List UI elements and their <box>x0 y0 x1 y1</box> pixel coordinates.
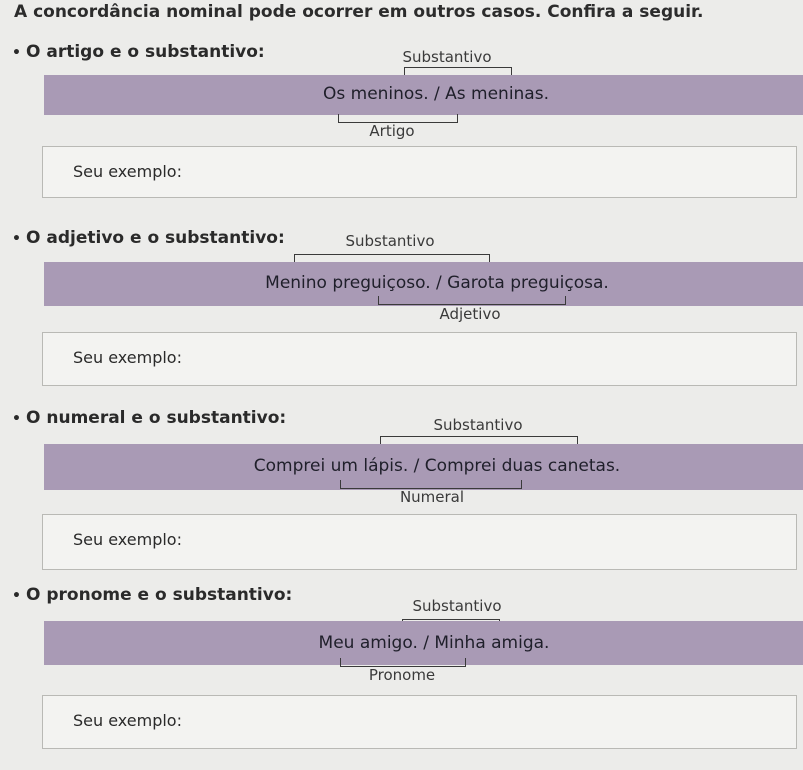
section-title-row <box>12 42 265 62</box>
section-pronome <box>0 585 803 770</box>
section-title: O pronome e o substantivo: <box>26 585 293 605</box>
section-title: O numeral e o substantivo: <box>26 408 287 428</box>
answer-label: Seu exemplo: <box>73 162 182 181</box>
label-substantivo: Substantivo <box>412 597 502 615</box>
example-text: Menino preguiçoso. / Garota preguiçosa. <box>265 273 609 293</box>
answer-box[interactable] <box>42 514 797 570</box>
label-substantivo: Substantivo <box>345 232 435 250</box>
label-substantivo: Substantivo <box>402 48 492 66</box>
bullet-icon: • <box>12 45 21 61</box>
example-text: Comprei um lápis. / Comprei duas canetas. <box>253 456 621 476</box>
section-title-row <box>12 228 285 248</box>
section-title: O artigo e o substantivo: <box>26 42 265 62</box>
label-numeral: Numeral <box>399 488 465 506</box>
answer-box[interactable] <box>42 146 797 198</box>
section-title-row <box>12 585 292 605</box>
section-artigo <box>0 42 803 227</box>
answer-label: Seu exemplo: <box>73 348 182 367</box>
page-heading: A concordância nominal pode ocorrer em outros casos. Confira a seguir. <box>14 2 704 22</box>
section-numeral <box>0 408 803 593</box>
answer-label: Seu exemplo: <box>73 530 182 549</box>
example-text: Meu amigo. / Minha amiga. <box>318 633 550 653</box>
section-title-row <box>12 408 286 428</box>
bracket-adjetivo <box>378 296 566 305</box>
bullet-icon: • <box>12 588 21 604</box>
bullet-icon: • <box>12 231 21 247</box>
bullet-icon: • <box>12 411 21 427</box>
answer-box[interactable] <box>42 332 797 386</box>
section-title: O adjetivo e o substantivo: <box>26 228 285 248</box>
section-adjetivo <box>0 228 803 413</box>
example-text: Os meninos. / As meninas. <box>323 84 549 104</box>
label-substantivo: Substantivo <box>433 416 523 434</box>
label-adjetivo: Adjetivo <box>439 305 501 323</box>
label-artigo: Artigo <box>369 122 415 140</box>
answer-box[interactable] <box>42 695 797 749</box>
answer-label: Seu exemplo: <box>73 711 182 730</box>
example-band <box>44 75 803 115</box>
label-pronome: Pronome <box>368 666 436 684</box>
